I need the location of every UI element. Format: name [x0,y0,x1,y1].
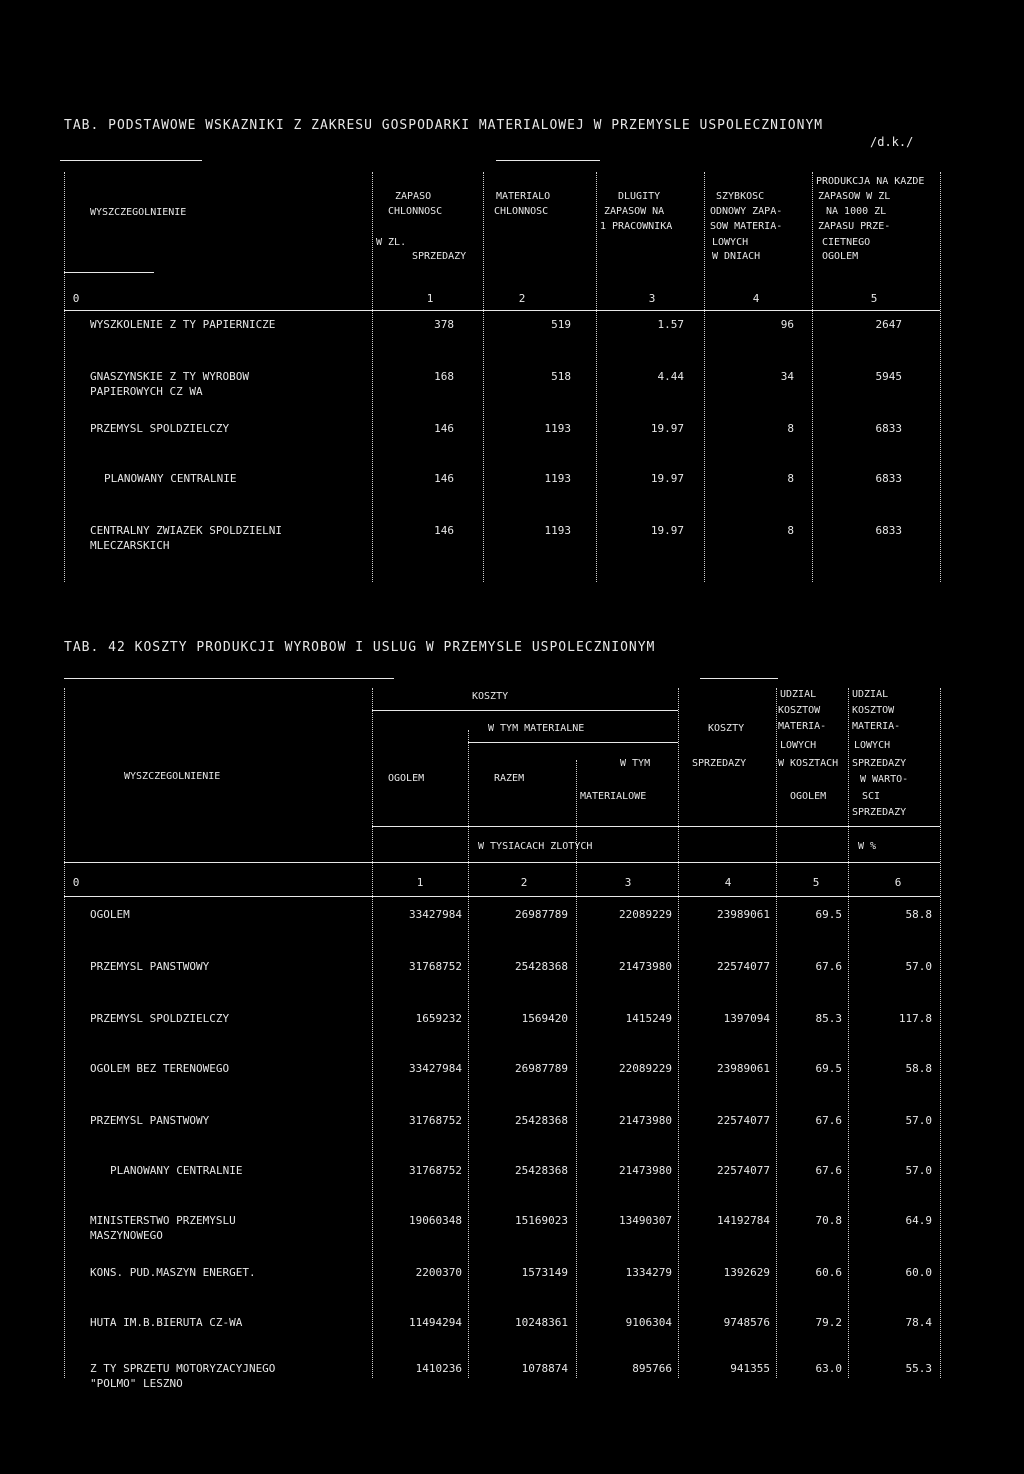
cell-value: 22089229 [619,908,672,921]
cell-value: 8 [787,422,794,435]
cell-value: 117.8 [898,1012,932,1025]
cell-value: 1078874 [521,1362,568,1375]
cell-value: 78.4 [905,1316,932,1329]
cell-value: 1573149 [521,1266,568,1279]
cell-value: 9748576 [723,1316,770,1329]
cell-value: 1392629 [723,1266,770,1279]
header-col3-line: DLUGITY [618,191,661,202]
header-w-tym-materialne: W TYM MATERIALNE [488,723,585,734]
row-label: GNASZYNSKIE Z TY WYROBOW [90,370,249,383]
cell-value: 60.6 [815,1266,842,1279]
header-col5-line: OGOLEM [822,251,859,262]
header-col5-line: LOWYCH [780,740,817,751]
cell-value: 895766 [632,1362,672,1375]
header-col1-line: ZAPASO [395,191,432,202]
header-col5-line: UDZIAL [780,689,817,700]
header-col5-line: MATERIA- [778,721,827,732]
cell-value: 23989061 [717,1062,770,1075]
table1-header-rule [64,272,154,273]
header-col1-line: W ZL. [376,237,407,248]
cell-value: 13490307 [619,1214,672,1227]
column-number: 5 [812,876,820,889]
header-col4-line: LOWYCH [712,237,749,248]
header-col6-line: SPRZEDAZY [852,807,907,818]
header-col4-line: W DNIACH [712,251,761,262]
cell-value: 96 [780,318,794,331]
header-col5-line: CIETNEGO [822,237,871,248]
row-label: PRZEMYSL SPOLDZIELCZY [90,1012,230,1025]
row-label: PLANOWANY CENTRALNIE [110,1164,243,1177]
cell-value: 26987789 [515,908,568,921]
row-label: CENTRALNY ZWIAZEK SPOLDZIELNI [90,524,283,537]
cell-value: 25428368 [515,1164,568,1177]
cell-value: 69.5 [815,1062,842,1075]
cell-value: 19.97 [650,472,684,485]
cell-value: 85.3 [815,1012,842,1025]
table1-col-sep [64,172,65,582]
cell-value: 31768752 [409,1114,462,1127]
row-label: Z TY SPRZETU MOTORYZACYJNEGO [90,1362,276,1375]
row-label: PRZEMYSL SPOLDZIELCZY [90,422,230,435]
header-col3-line: 1 PRACOWNIKA [600,221,673,232]
header-razem: RAZEM [494,773,525,784]
cell-value: 8 [787,472,794,485]
cell-value: 6833 [875,524,902,537]
header-rule [372,710,678,711]
table2-col-sep [468,730,469,1378]
header-col6-line: MATERIA- [852,721,901,732]
table2-col-sep [940,688,941,1378]
header-rule [372,826,940,827]
column-number: 0 [72,876,80,889]
cell-value: 22574077 [717,1114,770,1127]
cell-value: 146 [434,524,454,537]
cell-value: 57.0 [905,1114,932,1127]
cell-value: 1334279 [625,1266,672,1279]
cell-value: 67.6 [815,1114,842,1127]
header-col4-line: SZYBKOSC [716,191,765,202]
header-col4-line: SOW MATERIA- [710,221,783,232]
cell-value: 22574077 [717,1164,770,1177]
column-number: 1 [416,876,424,889]
table2-top-rule-right [700,678,778,679]
table1-top-rule-left [60,160,202,161]
header-col5-line: NA 1000 ZL [826,206,887,217]
header-col2-line: CHLONNOSC [494,206,549,217]
table2-body-rule [64,896,940,897]
cell-value: 58.8 [905,1062,932,1075]
cell-value: 2200370 [415,1266,462,1279]
header-wyszczegolnienie: WYSZCZEGOLNIENIE [90,207,187,218]
header-w-tym: W TYM [620,758,651,769]
cell-value: 15169023 [515,1214,568,1227]
cell-value: 1193 [544,472,571,485]
cell-value: 64.9 [905,1214,932,1227]
column-number: 3 [624,876,632,889]
cell-value: 57.0 [905,960,932,973]
row-label: PLANOWANY CENTRALNIE [104,472,237,485]
cell-value: 9106304 [625,1316,672,1329]
row-label: PAPIEROWYCH CZ WA [90,385,203,398]
cell-value: 21473980 [619,1164,672,1177]
cell-value: 21473980 [619,960,672,973]
column-number: 1 [426,292,434,305]
cell-value: 1410236 [415,1362,462,1375]
header-col6-line: LOWYCH [854,740,891,751]
table1-col-sep [940,172,941,582]
cell-value: 19.97 [650,422,684,435]
table1-top-rule-mid [496,160,600,161]
unit-percent: W % [858,841,877,852]
cell-value: 1415249 [625,1012,672,1025]
cell-value: 19.97 [650,524,684,537]
row-label: MLECZARSKICH [90,539,170,552]
header-col6-line: KOSZTOW [852,705,895,716]
row-label: OGOLEM [90,908,130,921]
column-number: 0 [72,292,80,305]
header-col6-line: W WARTO- [860,774,909,785]
table2-header-rule [64,862,940,863]
row-label: "POLMO" LESZNO [90,1377,183,1390]
cell-value: 21473980 [619,1114,672,1127]
header-col5-line: W KOSZTACH [778,758,839,769]
cell-value: 1193 [544,524,571,537]
cell-value: 22089229 [619,1062,672,1075]
header-col5-line: ZAPASOW W ZL [818,191,891,202]
header-rule [468,742,678,743]
cell-value: 58.8 [905,908,932,921]
header-col2-line: MATERIALO [496,191,551,202]
cell-value: 518 [551,370,571,383]
cell-value: 19060348 [409,1214,462,1227]
header-col6-line: UDZIAL [852,689,889,700]
table2-title: TAB. 42 KOSZTY PRODUKCJI WYROBOW I USLUG W PRZEMYSLE USPOLECZNIONYM [64,640,656,655]
cell-value: 33427984 [409,1062,462,1075]
column-number: 6 [894,876,902,889]
cell-value: 1659232 [415,1012,462,1025]
header-col5-line: PRODUKCJA NA KAZDE [816,176,925,187]
header-ogolem: OGOLEM [388,773,425,784]
row-label: OGOLEM BEZ TERENOWEGO [90,1062,230,1075]
cell-value: 11494294 [409,1316,462,1329]
table2-col-sep [64,688,65,1378]
cell-value: 1193 [544,422,571,435]
cell-value: 25428368 [515,1114,568,1127]
column-number: 4 [724,876,732,889]
cell-value: 25428368 [515,960,568,973]
column-number: 4 [752,292,760,305]
cell-value: 10248361 [515,1316,568,1329]
header-col1-line: SPRZEDAZY [412,251,467,262]
cell-value: 146 [434,472,454,485]
column-number: 5 [870,292,878,305]
cell-value: 33427984 [409,908,462,921]
cell-value: 941355 [730,1362,770,1375]
cell-value: 1.57 [657,318,684,331]
cell-value: 67.6 [815,960,842,973]
cell-value: 23989061 [717,908,770,921]
cell-value: 55.3 [905,1362,932,1375]
cell-value: 5945 [875,370,902,383]
cell-value: 168 [434,370,454,383]
cell-value: 1569420 [521,1012,568,1025]
header-col6-line: SCI [862,791,881,802]
header-koszty: KOSZTY [472,691,509,702]
cell-value: 34 [780,370,794,383]
table1-title: TAB. PODSTAWOWE WSKAZNIKI Z ZAKRESU GOSPODARKI MATERIALOWEJ W PRZEMYSLE USPOLECZNIONYM [64,118,824,133]
cell-value: 8 [787,524,794,537]
cell-value: 60.0 [905,1266,932,1279]
table1-title-suffix: /d.k./ [870,135,914,149]
table1-body-rule [64,310,940,311]
header-col6-line: SPRZEDAZY [852,758,907,769]
table2-top-rule [64,678,394,679]
header-col5-line: OGOLEM [790,791,827,802]
cell-value: 67.6 [815,1164,842,1177]
row-label: KONS. PUD.MASZYN ENERGET. [90,1266,256,1279]
header-col4-line: ODNOWY ZAPA- [710,206,783,217]
cell-value: 2647 [875,318,902,331]
cell-value: 6833 [875,472,902,485]
column-number: 2 [520,876,528,889]
cell-value: 519 [551,318,571,331]
cell-value: 4.44 [657,370,684,383]
header-koszty-sprzedazy: KOSZTY [708,723,745,734]
cell-value: 70.8 [815,1214,842,1227]
cell-value: 26987789 [515,1062,568,1075]
row-label: WYSZKOLENIE Z TY PAPIERNICZE [90,318,276,331]
cell-value: 1397094 [723,1012,770,1025]
row-label: MASZYNOWEGO [90,1229,163,1242]
cell-value: 69.5 [815,908,842,921]
column-number: 2 [518,292,526,305]
cell-value: 31768752 [409,1164,462,1177]
cell-value: 146 [434,422,454,435]
header-col5-line: KOSZTOW [778,705,821,716]
header-col3-line: ZAPASOW NA [604,206,665,217]
header-materialowe: MATERIALOWE [580,791,647,802]
row-label: PRZEMYSL PANSTWOWY [90,1114,210,1127]
cell-value: 63.0 [815,1362,842,1375]
header-col1-line: CHLONNOSC [388,206,443,217]
cell-value: 6833 [875,422,902,435]
cell-value: 22574077 [717,960,770,973]
header-koszty-sprzedazy: SPRZEDAZY [692,758,747,769]
row-label: PRZEMYSL PANSTWOWY [90,960,210,973]
row-label: HUTA IM.B.BIERUTA CZ-WA [90,1316,243,1329]
cell-value: 31768752 [409,960,462,973]
cell-value: 57.0 [905,1164,932,1177]
header-wyszczegolnienie: WYSZCZEGOLNIENIE [124,771,221,782]
cell-value: 14192784 [717,1214,770,1227]
row-label: MINISTERSTWO PRZEMYSLU [90,1214,236,1227]
cell-value: 79.2 [815,1316,842,1329]
column-number: 3 [648,292,656,305]
header-col5-line: ZAPASU PRZE- [818,221,891,232]
cell-value: 378 [434,318,454,331]
unit-thousands-zloty: W TYSIACACH ZLOTYCH [478,841,593,852]
